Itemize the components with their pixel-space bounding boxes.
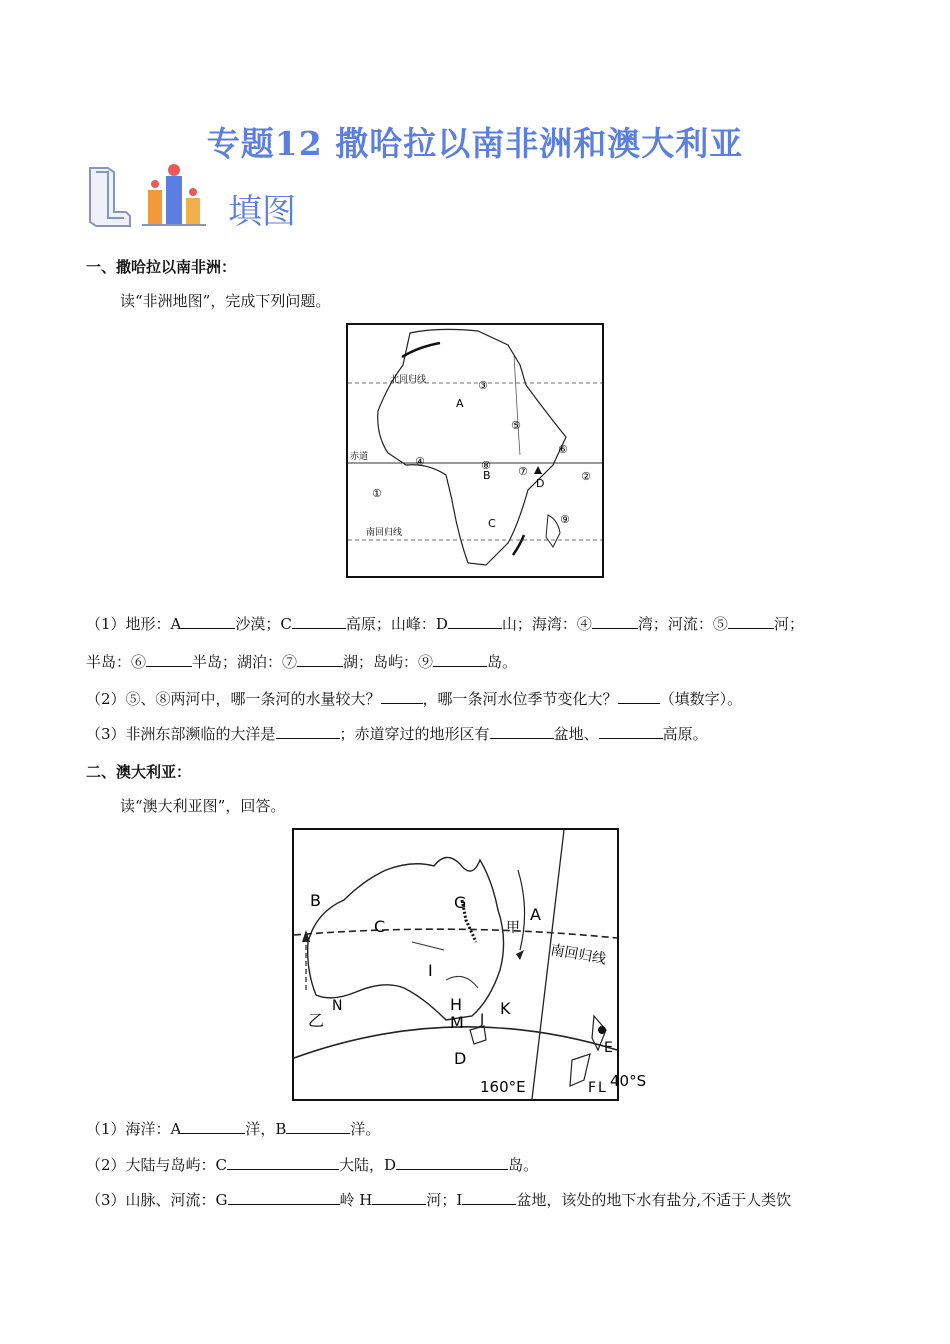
aus-label-e: E (604, 1040, 613, 1056)
s2-q3: （3）山脉、河流：G 岭 H 河；I 盆地，该处的地下水有盐分,不适于人类饮 (86, 1191, 792, 1209)
aus-label-m: M (450, 1013, 464, 1032)
s1-q1-line1: （1）地形：A 沙漠；C 高原；山峰：D 山；海湾：④ 湾；河流：⑤ 河； (86, 615, 804, 633)
africa-label-c: C (488, 517, 496, 530)
badge-label: 填图 (228, 192, 296, 232)
africa-label-b: B (483, 469, 491, 482)
aus-label-b: B (310, 891, 321, 910)
aus-label-lat: 40°S (610, 1072, 647, 1090)
africa-label-south-tropic: 南回归线 (366, 528, 403, 538)
africa-map (346, 323, 604, 578)
aus-label-lon: 160°E (480, 1078, 526, 1096)
aus-label-h: H (450, 995, 463, 1014)
africa-label-a: A (456, 397, 464, 410)
africa-label-north-tropic: 北回归线 (390, 375, 427, 385)
s2-q1: （1）海洋：A 洋，B 洋。 (86, 1120, 381, 1138)
africa-label-equator: 赤道 (350, 452, 369, 462)
s1-q1-line2: 半岛：⑥ 半岛；湖泊：⑦ 湖；岛屿：⑨ 岛。 (86, 653, 518, 671)
africa-label-9: ⑨ (560, 513, 570, 526)
section2-intro: 读“澳大利亚图”，回答。 (120, 797, 286, 815)
page-title: 专题12 撒哈拉以南非洲和澳大利亚 (206, 124, 744, 163)
africa-label-6: ⑥ (558, 443, 568, 456)
africa-label-2: ② (581, 470, 591, 483)
africa-label-4: ④ (415, 455, 425, 468)
aus-label-d: D (454, 1049, 467, 1068)
aus-label-i: I (428, 961, 433, 980)
aus-label-jia: 甲 (506, 920, 520, 936)
africa-label-3: ③ (478, 379, 488, 392)
s2-q2: （2）大陆与岛屿：C 大陆，D 岛。 (86, 1156, 539, 1174)
australia-map (292, 828, 647, 1101)
section1-heading: 一、撒哈拉以南非洲： (86, 258, 237, 276)
africa-label-d: D (536, 477, 545, 490)
aus-label-l: L (598, 1080, 606, 1096)
s1-q2: （2）⑤、⑧两河中，哪一条河的水量较大？ ，哪一条河水位季节变化大？ （填数字）。 (86, 690, 743, 708)
africa-label-8: ⑧ (481, 459, 491, 472)
s1-q3: （3）非洲东部濒临的大洋是 ；赤道穿过的地形区有 盆地、 高原。 (86, 725, 708, 743)
aus-label-south-tropic: 南回归线 (549, 942, 608, 968)
section2-heading: 二、澳大利亚： (86, 763, 192, 781)
africa-label-5: ⑤ (511, 419, 521, 432)
aus-label-yi: 乙 (308, 1011, 325, 1030)
aus-label-k: K (500, 999, 511, 1018)
aus-label-f: F (588, 1080, 597, 1096)
aus-label-a: A (530, 905, 541, 924)
section1-intro: 读“非洲地图”，完成下列问题。 (120, 292, 331, 310)
africa-label-1: ① (372, 487, 382, 500)
aus-label-g: G (454, 893, 467, 912)
aus-label-n: N (332, 998, 343, 1014)
africa-label-7: ⑦ (518, 465, 528, 478)
aus-label-c: C (374, 917, 386, 936)
aus-label-j: J (480, 1012, 485, 1028)
